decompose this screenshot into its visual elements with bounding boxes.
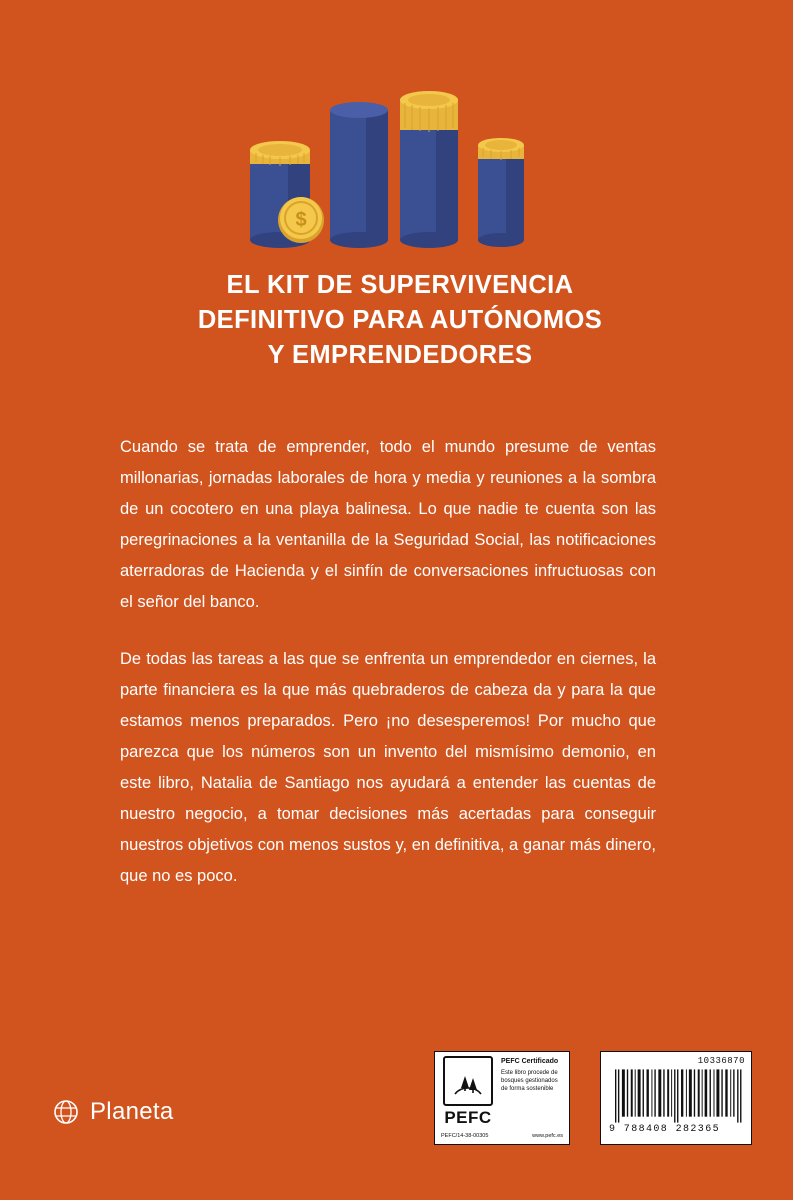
pefc-description: Este libro procede de bosques gestionados de forma sostenible [501, 1070, 558, 1092]
coin-stack-4 [478, 138, 524, 247]
dollar-coin [278, 197, 324, 243]
pefc-title: PEFC Certificado [501, 1058, 559, 1065]
pefc-wordmark: PEFC [444, 1108, 492, 1127]
pefc-seal [434, 1051, 570, 1145]
publisher-logo [52, 1098, 174, 1126]
coin-stack-3 [400, 91, 458, 248]
pefc-trees-icon [443, 1056, 493, 1106]
page-title [120, 268, 680, 373]
blurb-paragraph-2: De todas las tareas a las que se enfrenta un emprendedor en ciernes, la parte financiera es la que más quebraderos de cabeza da y para la que estamos menos preparados. Pero ¡no desesperemos! Por mucho que parezca que los números son un invento del mismísimo demonio, en este libro, Natalia de Santiago nos ayudará a entender las cuentas de nuestro negocio, a tomar decisiones más acertadas para conseguir nuestros objetivos con menos sustos y, en definitiva, a ganar más dinero, que no es poco. [120, 649, 656, 885]
publisher-name: Planeta [90, 1098, 174, 1125]
barcode-top-number: 10336870 [697, 1056, 745, 1066]
coin-stacks-illustration [0, 40, 793, 250]
barcode-block [600, 1051, 752, 1145]
globe-icon [52, 1098, 80, 1126]
pefc-website: www.pefc.es [532, 1133, 563, 1139]
svg-text:$: $ [295, 209, 307, 231]
headline-line-1: EL KIT DE SUPERVIVENCIA [226, 271, 574, 299]
headline-line-3: Y EMPRENDEDORES [267, 341, 533, 369]
barcode-isbn-digits: 9 788408 282365 [609, 1124, 721, 1135]
pefc-code: PEFC/14-38-00305 [441, 1133, 489, 1139]
headline-line-2: DEFINITIVO PARA AUTÓNOMOS [197, 306, 603, 334]
coin-stack-2 [330, 102, 388, 248]
barcode-bars [607, 1069, 745, 1123]
blurb-paragraph-1: Cuando se trata de emprender, todo el mundo presume de ventas millonarias, jornadas laborales de hora y media y reuniones a la sombra de un cocotero en una playa balinesa. Lo que nadie te cuenta son las peregrinaciones a la ventanilla de la Seguridad Social, las notificaciones aterradoras de Hacienda y el sinfín de conversaciones infructuosas con el señor del banco. [120, 437, 656, 611]
